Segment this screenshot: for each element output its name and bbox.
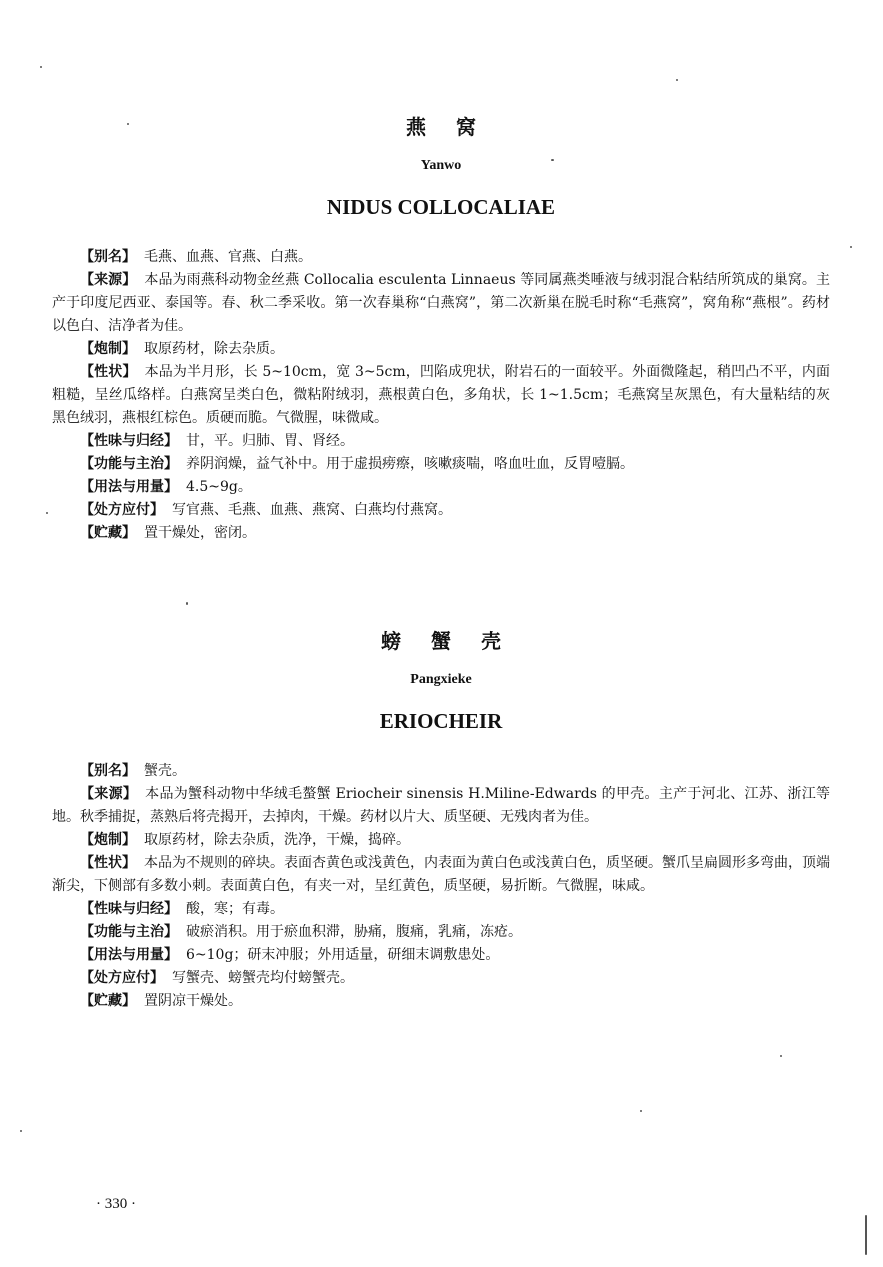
entry-title-pinyin: Pangxieke <box>410 672 472 687</box>
section-label: 【功能与主治】 <box>80 924 178 940</box>
monograph-pangxieke <box>52 626 830 1013</box>
section-label: 【炮制】 <box>80 341 136 357</box>
scan-speck <box>551 159 554 161</box>
section-text: 蟹壳。 <box>144 763 186 779</box>
section-text: 取原药材，除去杂质。 <box>144 341 284 357</box>
section-text: 本品为蟹科动物中华绒毛螯蟹 Eriocheir sinensis H.Miline-Edwards 的甲壳。主产于河北、江苏、浙江等地。秋季捕捉，蒸熟后将壳揭开，去掉肉，干燥。药材以片大、质坚硬、无残肉者为佳。 <box>52 786 831 825</box>
section-label: 【别名】 <box>80 249 136 265</box>
section-text: 4.5~9g。 <box>186 479 252 495</box>
entry-title-pinyin: Yanwo <box>420 158 462 173</box>
section-label: 【处方应付】 <box>80 970 164 986</box>
section-label: 【来源】 <box>80 786 138 802</box>
section-text: 本品为不规则的碎块。表面杏黄色或浅黄色，内表面为黄白色或浅黄白色，质坚硬。蟹爪呈扁圆形多弯曲，顶端渐尖，下侧部有多数小刺。表面黄白色，有夹一对，呈红黄色，质坚硬，易折断。气微腥，味咸。 <box>52 855 830 894</box>
scan-speck <box>780 1055 782 1057</box>
section-storage <box>52 522 830 545</box>
section-description <box>52 852 830 898</box>
section-functions <box>52 921 830 944</box>
section-text: 破瘀消积。用于瘀血积滞，胁痛，腹痛，乳痛，冻疮。 <box>186 924 522 940</box>
entry-title-latin: NIDUS COLLOCALIAE <box>326 195 556 219</box>
scan-speck <box>676 79 678 81</box>
scan-speck <box>186 602 188 605</box>
section-text: 取原药材，除去杂质，洗净，干燥，捣碎。 <box>144 832 410 848</box>
entry-title-chinese: 螃蟹壳 <box>381 629 531 653</box>
scan-speck <box>46 512 48 514</box>
section-label: 【功能与主治】 <box>80 456 178 472</box>
section-alias <box>52 246 830 269</box>
section-source <box>52 269 830 338</box>
section-label: 【别名】 <box>80 763 136 779</box>
scan-speck <box>127 123 129 125</box>
page-number: · 330 · <box>96 1196 136 1212</box>
section-label: 【贮藏】 <box>80 525 136 541</box>
entry-title-latin: ERIOCHEIR <box>379 709 503 733</box>
section-text: 写蟹壳、螃蟹壳均付螃蟹壳。 <box>172 970 354 986</box>
section-label: 【贮藏】 <box>80 993 136 1009</box>
section-description <box>52 361 830 430</box>
scan-speck <box>20 1130 22 1132</box>
scan-speck <box>640 1110 642 1112</box>
section-text: 6~10g；研末冲服；外用适量，研细末调敷患处。 <box>186 947 500 963</box>
section-source <box>52 783 830 829</box>
section-label: 【用法与用量】 <box>80 947 178 963</box>
section-text: 置阴凉干燥处。 <box>144 993 242 1009</box>
section-label: 【性味与归经】 <box>80 901 178 917</box>
section-alias <box>52 760 830 783</box>
entry-body <box>52 246 830 545</box>
scan-speck <box>850 246 852 248</box>
section-label: 【处方应付】 <box>80 502 164 518</box>
section-label: 【用法与用量】 <box>80 479 178 495</box>
section-text: 写官燕、毛燕、血燕、燕窝、白燕均付燕窝。 <box>172 502 452 518</box>
section-prescription <box>52 499 830 522</box>
scan-speck <box>865 1215 867 1255</box>
section-text: 毛燕、血燕、官燕、白燕。 <box>144 249 312 265</box>
section-label: 【性状】 <box>80 364 137 380</box>
section-label: 【性状】 <box>80 855 136 871</box>
section-processing <box>52 829 830 852</box>
monograph-yanwo <box>52 112 830 545</box>
section-text: 置干燥处，密闭。 <box>144 525 256 541</box>
section-functions <box>52 453 830 476</box>
section-storage <box>52 990 830 1013</box>
entry-body <box>52 760 830 1013</box>
section-text: 本品为雨燕科动物金丝燕 Collocalia esculenta Linnaeus 等同属燕类唾液与绒羽混合粘结所筑成的巢窝。主产于印度尼西亚、泰国等。春、秋二季采收。第一次春巢称“白燕窝”，第二次新巢在脱毛时称“毛燕窝”，窝角称“燕根”。药材以色白、洁净者为佳。 <box>52 272 830 334</box>
section-properties <box>52 898 830 921</box>
section-label: 【来源】 <box>80 272 137 288</box>
section-text: 养阴润燥，益气补中。用于虚损痨瘵，咳嗽痰喘，咯血吐血，反胃噎膈。 <box>186 456 634 472</box>
section-label: 【性味与归经】 <box>80 433 178 449</box>
entry-title-chinese: 燕窝 <box>406 115 506 139</box>
section-prescription <box>52 967 830 990</box>
section-processing <box>52 338 830 361</box>
section-label: 【炮制】 <box>80 832 136 848</box>
section-text: 本品为半月形，长 5~10cm，宽 3~5cm，凹陷成兜状，附岩石的一面较平。外面微隆起，稍凹凸不平，内面粗糙，呈丝瓜络样。白燕窝呈类白色，微粘附绒羽，燕根黄白色，多角状，长 1~1.5cm；毛燕窝呈灰黑色，有大量粘结的灰黑色绒羽，燕根红棕色。质硬而脆。气微腥，味微咸。 <box>52 364 830 426</box>
scan-speck <box>40 66 42 68</box>
section-dosage <box>52 944 830 967</box>
section-text: 甘，平。归肺、胃、肾经。 <box>186 433 354 449</box>
section-text: 酸，寒；有毒。 <box>186 901 284 917</box>
section-dosage <box>52 476 830 499</box>
section-properties <box>52 430 830 453</box>
